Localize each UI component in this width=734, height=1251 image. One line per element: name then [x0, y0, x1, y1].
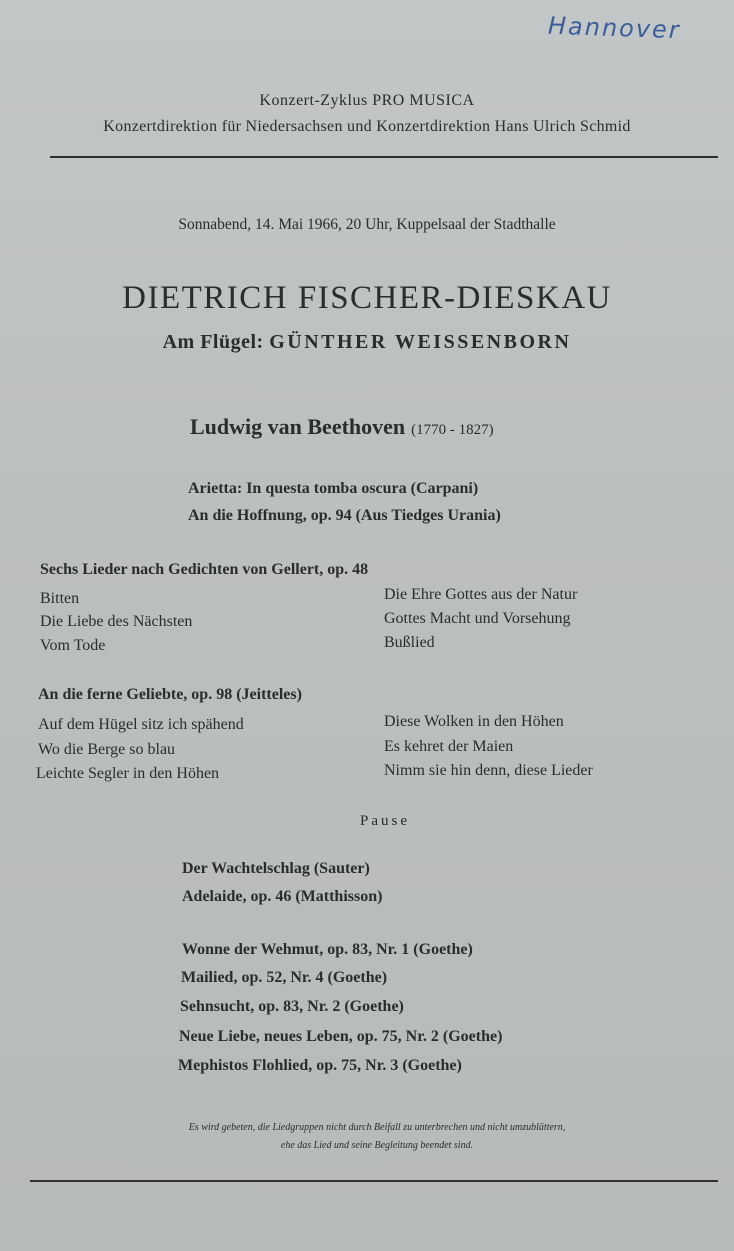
piece-goethe-song: Wonne der Wehmut, op. 83, Nr. 1 (Goethe)	[182, 941, 473, 958]
ferne-geliebte-song: Nimm sie hin denn, diese Lieder	[384, 762, 593, 779]
gellert-song: Bußlied	[384, 634, 435, 651]
pause-label: Pause	[360, 813, 410, 829]
piece-adelaide: Adelaide, op. 46 (Matthisson)	[182, 888, 383, 905]
piece-arietta: Arietta: In questa tomba oscura (Carpani)	[188, 480, 479, 497]
footnote-line-1: Es wird gebeten, die Liedgruppen nicht durch Beifall zu unterbrechen und nicht umzublättern,	[188, 1122, 566, 1133]
piece-wachtelschlag: Der Wachtelschlag (Sauter)	[182, 860, 370, 877]
piece-goethe-song: Sehnsucht, op. 83, Nr. 2 (Goethe)	[180, 998, 404, 1015]
bottom-divider	[30, 1180, 718, 1182]
gellert-song: Die Ehre Gottes aus der Natur	[384, 586, 578, 603]
gellert-song: Vom Tode	[40, 637, 106, 654]
ferne-geliebte-song: Wo die Berge so blau	[38, 741, 176, 758]
composer-heading	[190, 414, 494, 440]
piece-goethe-song: Mailied, op. 52, Nr. 4 (Goethe)	[181, 969, 388, 986]
piece-goethe-song: Mephistos Flohlied, op. 75, Nr. 3 (Goethe)	[178, 1057, 462, 1074]
composer-name: Ludwig van Beethoven	[190, 414, 406, 439]
accompanist-prefix: Am Flügel:	[162, 331, 264, 353]
gellert-song: Bitten	[40, 590, 80, 607]
gellert-song: Gottes Macht und Vorsehung	[384, 610, 571, 627]
accompanist-line	[0, 331, 734, 354]
piece-goethe-song: Neue Liebe, neues Leben, op. 75, Nr. 2 (Goethe)	[179, 1028, 503, 1045]
gellert-song: Die Liebe des Nächsten	[40, 613, 193, 630]
accompanist-name: GÜNTHER WEISSENBORN	[269, 331, 572, 353]
ferne-geliebte-song: Diese Wolken in den Höhen	[384, 713, 564, 730]
top-divider	[50, 156, 718, 158]
handwritten-note: Hannover	[547, 11, 682, 45]
ferne-geliebte-song: Leichte Segler in den Höhen	[36, 765, 220, 782]
piece-an-die-hoffnung: An die Hoffnung, op. 94 (Aus Tiedges Urania)	[188, 507, 501, 524]
organizers: Konzertdirektion für Niedersachsen und Konzertdirektion Hans Ulrich Schmid	[103, 118, 631, 135]
ferne-geliebte-song: Auf dem Hügel sitz ich spähend	[38, 716, 244, 733]
artist-name: DIETRICH FISCHER-DIESKAU	[122, 280, 612, 316]
composer-years: (1770 - 1827)	[411, 422, 494, 438]
footnote-line-2: ehe das Lied und seine Begleitung beendet sind.	[280, 1140, 474, 1151]
ferne-geliebte-song: Es kehret der Maien	[384, 738, 514, 755]
ferne-geliebte-title: An die ferne Geliebte, op. 98 (Jeitteles)	[38, 686, 302, 703]
concert-series: Konzert-Zyklus PRO MUSICA	[259, 92, 475, 109]
gellert-title: Sechs Lieder nach Gedichten von Gellert, op. 48	[40, 561, 369, 578]
date-line: Sonnabend, 14. Mai 1966, 20 Uhr, Kuppelsaal der Stadthalle	[178, 216, 556, 233]
